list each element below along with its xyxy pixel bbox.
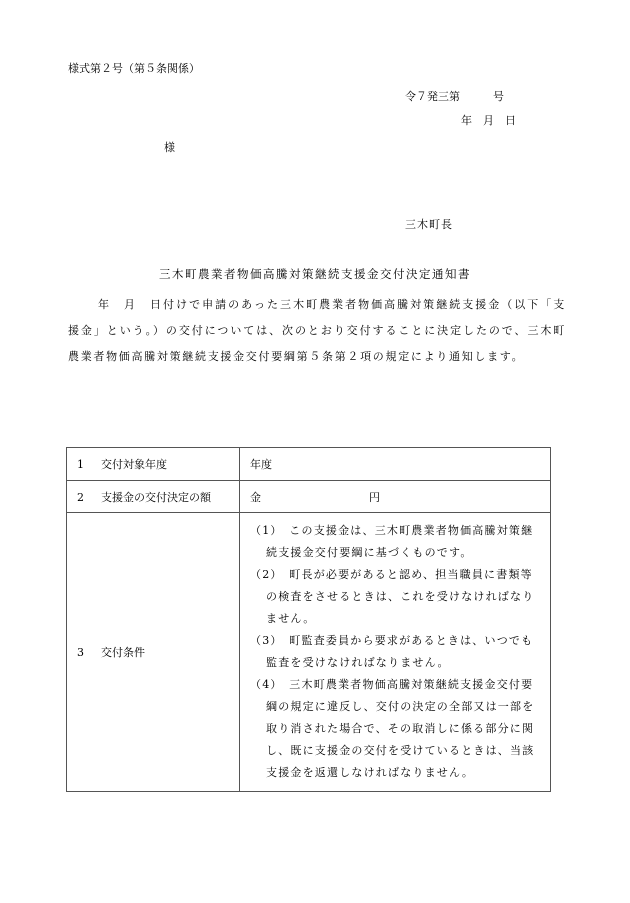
amount-prefix: 金	[250, 490, 261, 504]
form-label: 様式第２号（第５条関係）	[68, 62, 200, 75]
decision-table	[66, 447, 551, 792]
document-title: 三木町農業者物価高騰対策継続支援金交付決定通知書	[159, 267, 471, 281]
condition-item: （4） 三木町農業者物価高騰対策継続支援金交付要綱の規定に違反し、交付の決定の全部又は一部を取り消された場合で、その取消しに係る部分に関し、既に支援金の交付を受けているときは、当該支援金を返還しなければなりません。	[250, 678, 535, 779]
reference-number: 令７発三第 号	[405, 90, 504, 103]
row-label-text: 交付条件	[101, 646, 145, 659]
condition-item: （3） 町監査委員から要求があるときは、いつでも監査を受けなければなりません。	[250, 634, 534, 669]
row-number: 2	[77, 490, 84, 504]
body-paragraph: 年 月 日付けで申請のあった三木町農業者物価高騰対策継続支援金（以下「支援金」という。）の交付については、次のとおり交付することに決定したので、三木町農業者物価高騰対策継続支援金交付要綱第５条第２項の規定により通知します。	[68, 298, 566, 363]
condition-item: （2） 町長が必要があると認め、担当職員に書類等の検査をさせるときは、これを受けなければなりません。	[250, 568, 535, 625]
amount-suffix: 円	[369, 490, 380, 504]
date-line: 年 月 日	[461, 114, 516, 127]
condition-item: （1） この支援金は、三木町農業者物価高騰対策継続支援金交付要綱に基づくものです。	[250, 524, 534, 559]
fiscal-year-suffix: 年度	[250, 458, 272, 471]
fiscal-year-value	[240, 448, 551, 481]
row-label-conditions	[67, 513, 240, 792]
grant-amount-value	[240, 481, 551, 513]
table-row	[67, 448, 551, 481]
table-row	[67, 513, 551, 792]
row-label-text: 交付対象年度	[101, 458, 167, 471]
conditions-cell	[240, 513, 551, 792]
table-row	[67, 481, 551, 513]
row-number: 3	[77, 646, 84, 659]
row-label-fiscal-year	[67, 448, 240, 481]
conditions-list	[250, 520, 540, 784]
row-number: 1	[77, 458, 84, 471]
addressee-honorific: 様	[164, 141, 175, 154]
issuer: 三木町長	[405, 218, 453, 231]
row-label-grant-amount	[67, 481, 240, 513]
row-label-text: 支援金の交付決定の額	[101, 490, 211, 504]
